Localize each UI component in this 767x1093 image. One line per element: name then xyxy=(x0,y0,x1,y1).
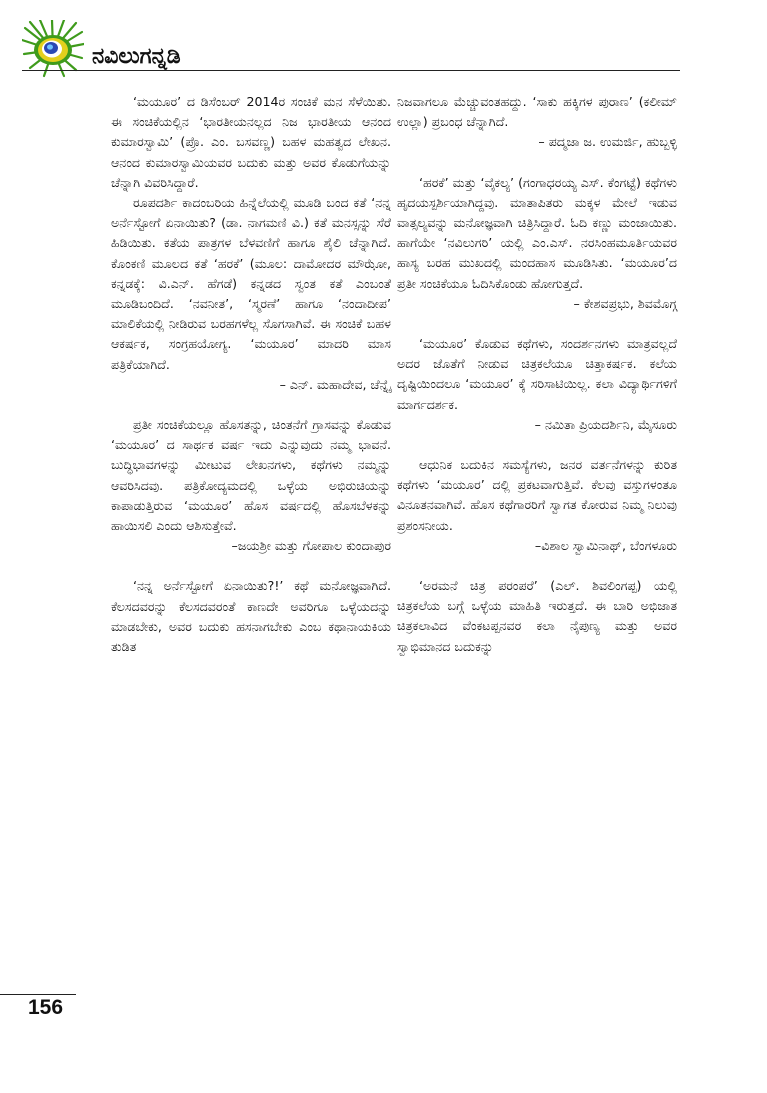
letter-padmaja xyxy=(397,92,677,153)
header-rule xyxy=(22,70,680,71)
footer-rule xyxy=(0,994,76,995)
page-number: 156 xyxy=(28,996,64,1019)
letter-signature: – ಎನ್. ಮಹಾದೇವ, ಚೆನ್ನೈ xyxy=(279,376,391,392)
letter-signature: –ಜಯಶ್ರೀ ಮತ್ತು ಗೋಪಾಲ ಕುಂದಾಪುರ xyxy=(231,538,391,554)
section-title: ನವಿಲುಗನ್ನಡಿ xyxy=(92,44,181,69)
letter-paragraph: ‘ಹರಕೆ’ ಮತ್ತು ‘ವೈಕಲ್ಯ’ (ಗಂಗಾಧರಯ್ಯ ಎಸ್. ಕೆಂಗಟ್ಟೆ) ಕಥೆಗಳು ಹೃದಯಸ್ಪರ್ಶಿಯಾಗಿದ್ದವು. ಮಾತಾಪಿತರು ಮಕ್ಕಳ ಮೇಲೆ ಇಡುವ ವಾತ್ಸಲ್ಯವನ್ನು ಮನೋಜ್ಞವಾಗಿ ಚಿತ್ರಿಸಿದ್ದಾರೆ. ಓದಿ ಕಣ್ಣು ಮಂಜಾಯಿತು. ಹಾಗೆಯೇ ‘ನವಿಲುಗರಿ’ ಯಲ್ಲಿ ಎಂ.ಎಸ್. ನರಸಿಂಹಮೂರ್ತಿಯವರ ಹಾಸ್ಯ ಬರಹ ಮುಖದಲ್ಲಿ ಮಂದಹಾಸ ಮೂಡಿಸಿತು. ‘ಮಯೂರ’ದ ಪ್ರತೀ ಸಂಚಿಕೆಯೂ ಓದಿಸಿಕೊಂಡು ಹೋಗುತ್ತದೆ. xyxy=(397,174,677,291)
letter-signature: – ನಮಿತಾ ಪ್ರಿಯದರ್ಶಿನಿ, ಮೈಸೂರು xyxy=(534,416,677,432)
letter-vishala xyxy=(397,455,677,556)
letter-paragraph: ಪ್ರತೀ ಸಂಚಿಕೆಯಲ್ಲೂ ಹೊಸತನ್ನು, ಚಿಂತನೆಗೆ ಗ್ರಾಸವನ್ನು ಕೊಡುವ ‘ಮಯೂರ’ ದ ಸಾರ್ಥಕ ವರ್ಷ ಇದು ಎನ್ನುವುದು ನಮ್ಮ ಭಾವನೆ. ಬುದ್ಧಿಭಾವಗಳನ್ನು ಮೀಟುವ ಲೇಖನಗಳು, ಕಥೆಗಳು ನಮ್ಮನ್ನು ಆವರಿಸಿದವು. ಪತ್ರಿಕೋದ್ಯಮದಲ್ಲಿ ಒಳ್ಳೆಯ ಅಭಿರುಚಿಯನ್ನು ಕಾಪಾಡುತ್ತಿರುವ ‘ಮಯೂರ’ ಹೊಸ ವರ್ಷದಲ್ಲಿ ಹೊಸಬೆಳಕನ್ನು ಹಾಯಿಸಲಿ ಎಂದು ಆಶಿಸುತ್ತೇವೆ. xyxy=(111,417,391,534)
letter-mahadeva xyxy=(111,92,391,395)
letter-aramane xyxy=(397,576,677,657)
letter-paragraph: ‘ಅರಮನೆ ಚಿತ್ರ ಪರಂಪರೆ’ (ಎಲ್. ಶಿವಲಿಂಗಪ್ಪ) ಯಲ್ಲಿ ಚಿತ್ರಕಲೆಯ ಬಗ್ಗೆ ಒಳ್ಳೆಯ ಮಾಹಿತಿ ಇರುತ್ತದೆ. ಈ ಬಾರಿ ಅಭಿಜಾತ ಚಿತ್ರಕಲಾವಿದ ವೆಂಕಟಪ್ಪನವರ ಕಲಾ ನೈಪುಣ್ಯ ಮತ್ತು ಅವರ ಸ್ವಾಭಿಮಾನದ ಬದುಕನ್ನು xyxy=(397,578,677,654)
right-column xyxy=(397,92,677,657)
letter-paragraph: ‘ಮಯೂರ’ ಕೊಡುವ ಕಥೆಗಳು, ಸಂದರ್ಶನಗಳು ಮಾತ್ರವಲ್ಲದೆ ಅದರ ಜೊತೆಗೆ ನೀಡುವ ಚಿತ್ರಕಲೆಯೂ ಚಿತ್ತಾಕರ್ಷಕ. ಕಲೆಯ ದೃಷ್ಟಿಯಿಂದಲೂ ‘ಮಯೂರ’ ಕ್ಕೆ ಸರಿಸಾಟಿಯಿಲ್ಲ. ಕಲಾ ವಿದ್ಯಾರ್ಥಿಗಳಿಗೆ ಮಾರ್ಗದರ್ಶಕ. xyxy=(397,336,677,412)
letter-jayashree xyxy=(111,415,391,556)
letter-signature: –ವಿಶಾಲ ಸ್ವಾಮಿನಾಥ್, ಬೆಂಗಳೂರು xyxy=(534,537,677,553)
letter-paragraph: ನಿಜವಾಗಲೂ ಮೆಚ್ಚುವಂತಹದ್ದು. ‘ಸಾಕು ಹಕ್ಕಿಗಳ ಪುರಾಣ’ (ಕಲೀಮ್ ಉಲ್ಲಾ) ಪ್ರಬಂಧ ಚೆನ್ನಾಗಿದೆ. xyxy=(397,94,677,130)
left-column xyxy=(111,92,391,657)
letter-paragraph: ಆಧುನಿಕ ಬದುಕಿನ ಸಮಸ್ಯೆಗಳು, ಜನರ ವರ್ತನೆಗಳನ್ನು ಕುರಿತ ಕಥೆಗಳು ‘ಮಯೂರ’ ದಲ್ಲಿ ಪ್ರಕಟವಾಗುತ್ತಿವೆ. ಕೆಲವು ವಸ್ತುಗಳಂತೂ ವಿನೂತನವಾಗಿವೆ. ಹೊಸ ಕಥೆಗಾರರಿಗೆ ಸ್ವಾಗತ ಕೋರುವ ನಿಮ್ಮ ನಿಲುವು ಪ್ರಶಂಸನೀಯ. xyxy=(397,457,677,533)
letter-paragraph: ‘ಮಯೂರ’ ದ ಡಿಸೆಂಬರ್ 2014ರ ಸಂಚಿಕೆ ಮನ ಸೆಳೆಯಿತು. ಈ ಸಂಚಿಕೆಯಲ್ಲಿನ ‘ಭಾರತೀಯನಲ್ಲದ ನಿಜ ಭಾರತೀಯ ಆನಂದ ಕುಮಾರಸ್ವಾಮಿ’ (ಪ್ರೊ. ಎಂ. ಬಸವಣ್ಣ) ಬಹಳ ಮಹತ್ವದ ಲೇಖನ. ಆನಂದ ಕುಮಾರಸ್ವಾಮಿಯವರ ಬದುಕು ಮತ್ತು ಅವರ ಕೊಡುಗೆಯನ್ನು ಚೆನ್ನಾಗಿ ವಿವರಿಸಿದ್ದಾರೆ. xyxy=(111,94,391,190)
letter-signature: – ಪದ್ಮಜಾ ಜ. ಉಮರ್ಜಿ, ಹುಬ್ಬಳ್ಳಿ xyxy=(538,134,677,150)
letter-namitha xyxy=(397,334,677,435)
letter-keshavaprabhu xyxy=(397,173,677,314)
letter-ernesto xyxy=(111,576,391,657)
letter-paragraph: ‘ನನ್ನ ಅರ್ನೆಸ್ಟೋಗೆ ಏನಾಯಿತು?!’ ಕಥೆ ಮನೋಜ್ಞವಾಗಿದೆ. ಕೆಲಸದವರನ್ನು ಕೆಲಸದವರಂತೆ ಕಾಣದೇ ಅವರಿಗೂ ಒಳ್ಳೆಯದನ್ನು ಮಾಡಬೇಕು, ಅವರ ಬದುಕು ಹಸನಾಗಬೇಕು ಎಂಬ ಕಥಾನಾಯಕಿಯ ತುಡಿತ xyxy=(111,578,391,655)
letter-paragraph: ರೂಪದರ್ಶಿ ಕಾದಂಬರಿಯ ಹಿನ್ನೆಲೆಯಲ್ಲಿ ಮೂಡಿ ಬಂದ ಕತೆ ‘ನನ್ನ ಅರ್ನೆಸ್ಟೋಗೆ ಏನಾಯಿತು? (ಡಾ. ನಾಗಮಣಿ ವಿ.) ಕತೆ ಮನಸ್ಸನ್ನು ಸೆರೆ ಹಿಡಿಯಿತು. ಕತೆಯ ಪಾತ್ರಗಳ ಬೆಳವಣಿಗೆ ಹಾಗೂ ಶೈಲಿ ಚೆನ್ನಾಗಿದೆ. ಕೊಂಕಣಿ ಮೂಲದ ಕತೆ ‘ಹರಕೆ’ (ಮೂಲ: ದಾಮೋದರ ಮೌಝೋ, ಕನ್ನಡಕ್ಕೆ: ವಿ.ಎನ್. ಹೆಗಡೆ) ಕನ್ನಡದ ಸ್ವಂತ ಕತೆ ಎಂಬಂತೆ ಮೂಡಿಬಂದಿದೆ. ‘ನವನೀತ’, ‘ಸ್ಮರಣೆ’ ಹಾಗೂ ‘ನಂದಾದೀಪ’ ಮಾಲಿಕೆಯಲ್ಲಿ ನೀಡಿರುವ ಬರಹಗಳೆಲ್ಲ ಸೊಗಸಾಗಿವೆ. ಈ ಸಂಚಿಕೆ ಬಹಳ ಆಕರ್ಷಕ, ಸಂಗ್ರಹಯೋಗ್ಯ. ‘ಮಯೂರ’ ಮಾದರಿ ಮಾಸ ಪತ್ರಿಕೆಯಾಗಿದೆ. xyxy=(111,195,391,372)
letter-signature: – ಕೇಶವಪ್ರಭು, ಶಿವಮೊಗ್ಗ xyxy=(573,295,677,311)
